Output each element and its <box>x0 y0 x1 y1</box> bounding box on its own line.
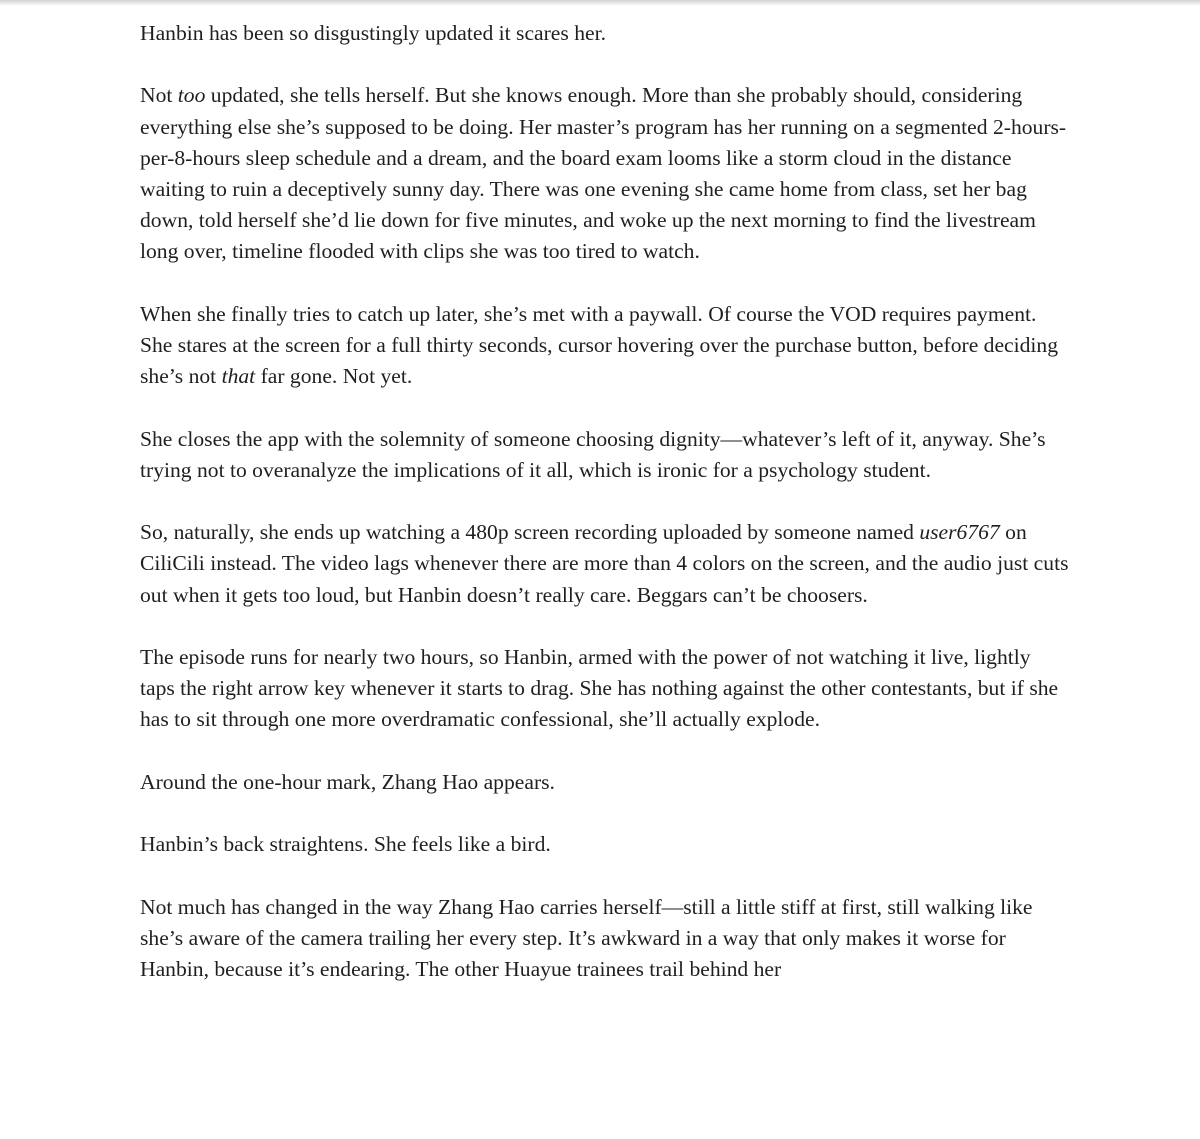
paragraph: Hanbin has been so disgustingly updated it scares her. <box>140 21 606 45</box>
paragraph: Not much has changed in the way Zhang Hao carries herself—still a little stiff at first, still walking like she’s aware of the camera trailing her every step. It’s awkward in a way that only makes it worse for Hanbin, because it’s endearing. The other Huayue trainees trail behind her <box>140 894 1033 981</box>
paragraph: When she finally tries to catch up later, she’s met with a paywall. Of course the VOD requires payment. She stares at the screen for a full thirty seconds, cursor hovering over the purchase button, before deciding she’s not that far gone. Not yet. <box>140 301 1059 389</box>
paragraph: So, naturally, she ends up watching a 480p screen recording uploaded by someone named user6767 on CiliCili instead. The video lags whenever there are more than 4 colors on the screen, and the audio just cuts out when it gets too loud, but Hanbin doesn’t really care. Beggars can’t be choosers. <box>140 520 1069 607</box>
paragraph: She closes the app with the solemnity of someone choosing dignity—whatever’s left of it, anyway. She’s trying not to overanalyze the implications of it all, which is ironic for a psychology student. <box>140 426 1046 482</box>
paragraph: The episode runs for nearly two hours, so Hanbin, armed with the power of not watching it live, lightly taps the right arrow key whenever it starts to drag. She has nothing against the other contestants, but if she has to sit through one more overdramatic confessional, she’ll actually explode. <box>140 644 1059 732</box>
top-edge-shadow <box>0 0 1200 6</box>
emphasis: user6767 <box>919 520 1000 545</box>
paragraph: Not too updated, she tells herself. But she knows enough. More than she probably should, considering everything else she’s supposed to be doing. Her master’s program has her running on a segmented 2-hours-per-8-hours sleep schedule and a dream, and the board exam looms like a storm cloud in the distance waiting to ruin a deceptively sunny day. There was one evening she came home from class, set her bag down, told herself she’d lie down for five minutes, and woke up the next morning to find the livestream long over, timeline flooded with clips she was too tired to watch. <box>140 83 1067 264</box>
emphasis: too <box>177 83 206 108</box>
emphasis: that <box>221 364 256 389</box>
paragraph: Hanbin’s back straightens. She feels like a bird. <box>140 832 551 857</box>
paragraph: Around the one-hour mark, Zhang Hao appears. <box>140 769 555 794</box>
story-text <box>140 18 1070 1016</box>
